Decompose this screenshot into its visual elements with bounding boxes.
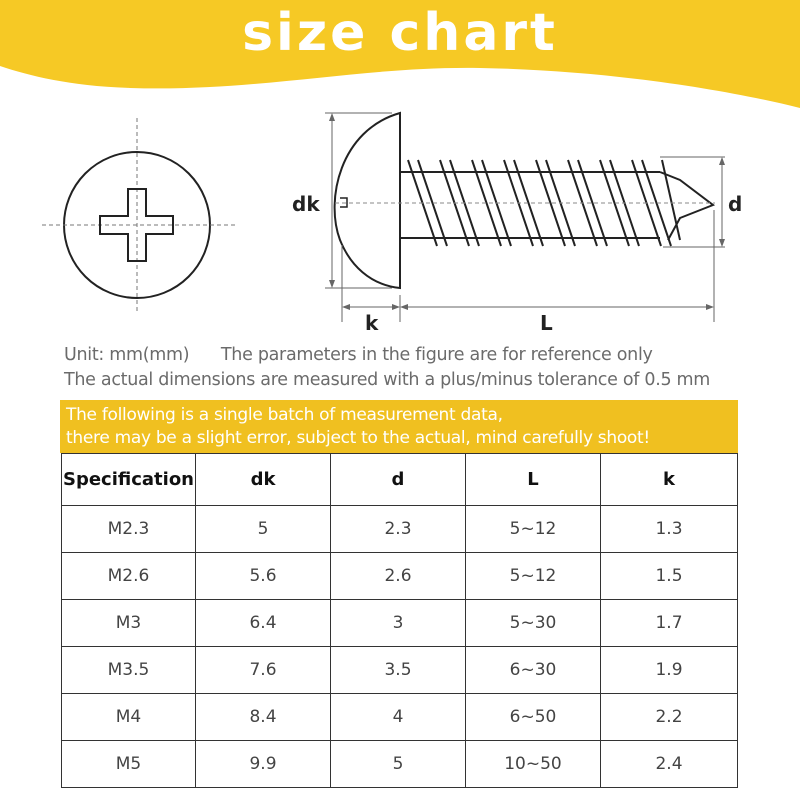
cell-spec: M2.6 — [62, 553, 196, 600]
cell-spec: M2.3 — [62, 506, 196, 553]
measurement-disclaimer-banner — [60, 400, 738, 453]
cell-k: 2.4 — [601, 741, 738, 788]
cell-dk: 9.9 — [196, 741, 331, 788]
cell-spec: M4 — [62, 694, 196, 741]
screw-diagram — [0, 100, 800, 345]
table-row — [62, 506, 738, 553]
unit-note: Unit: mm(mm) The parameters in the figure are for reference only — [64, 345, 653, 365]
cell-L: 5~12 — [466, 553, 601, 600]
cell-k: 1.3 — [601, 506, 738, 553]
cell-d: 2.6 — [331, 553, 466, 600]
cell-dk: 6.4 — [196, 600, 331, 647]
cell-spec: M3.5 — [62, 647, 196, 694]
cell-dk: 8.4 — [196, 694, 331, 741]
cell-k: 2.2 — [601, 694, 738, 741]
cell-L: 6~30 — [466, 647, 601, 694]
cell-d: 3.5 — [331, 647, 466, 694]
page-title: size chart — [242, 3, 558, 63]
header-k: k — [601, 454, 738, 506]
banner-line-1: The following is a single batch of measurement data, — [66, 405, 503, 425]
label-dk: dk — [292, 192, 320, 216]
pan-head-self-tapping-screw-icon — [325, 113, 725, 322]
cell-dk: 5.6 — [196, 553, 331, 600]
cell-spec: M5 — [62, 741, 196, 788]
phillips-head-icon — [42, 118, 235, 312]
cell-d: 4 — [331, 694, 466, 741]
label-L: L — [540, 311, 553, 335]
cell-d: 2.3 — [331, 506, 466, 553]
cell-d: 3 — [331, 600, 466, 647]
cell-dk: 7.6 — [196, 647, 331, 694]
cell-L: 5~30 — [466, 600, 601, 647]
cell-k: 1.5 — [601, 553, 738, 600]
banner-line-2: there may be a slight error, subject to the actual, mind carefully shoot! — [66, 428, 650, 448]
table-row — [62, 741, 738, 788]
header-d: d — [331, 454, 466, 506]
cell-dk: 5 — [196, 506, 331, 553]
table-row — [62, 553, 738, 600]
header-dk: dk — [196, 454, 331, 506]
header-L: L — [466, 454, 601, 506]
table-header-row — [62, 454, 738, 506]
cell-k: 1.7 — [601, 600, 738, 647]
table-row — [62, 647, 738, 694]
cell-spec: M3 — [62, 600, 196, 647]
tolerance-note: The actual dimensions are measured with a plus/minus tolerance of 0.5 mm — [64, 370, 711, 390]
table-row — [62, 694, 738, 741]
cell-d: 5 — [331, 741, 466, 788]
cell-L: 10~50 — [466, 741, 601, 788]
label-d: d — [728, 192, 743, 216]
cell-L: 6~50 — [466, 694, 601, 741]
table-row — [62, 600, 738, 647]
label-k: k — [365, 311, 379, 335]
size-table — [61, 453, 738, 788]
cell-L: 5~12 — [466, 506, 601, 553]
cell-k: 1.9 — [601, 647, 738, 694]
header-specification: Specification — [62, 454, 196, 506]
